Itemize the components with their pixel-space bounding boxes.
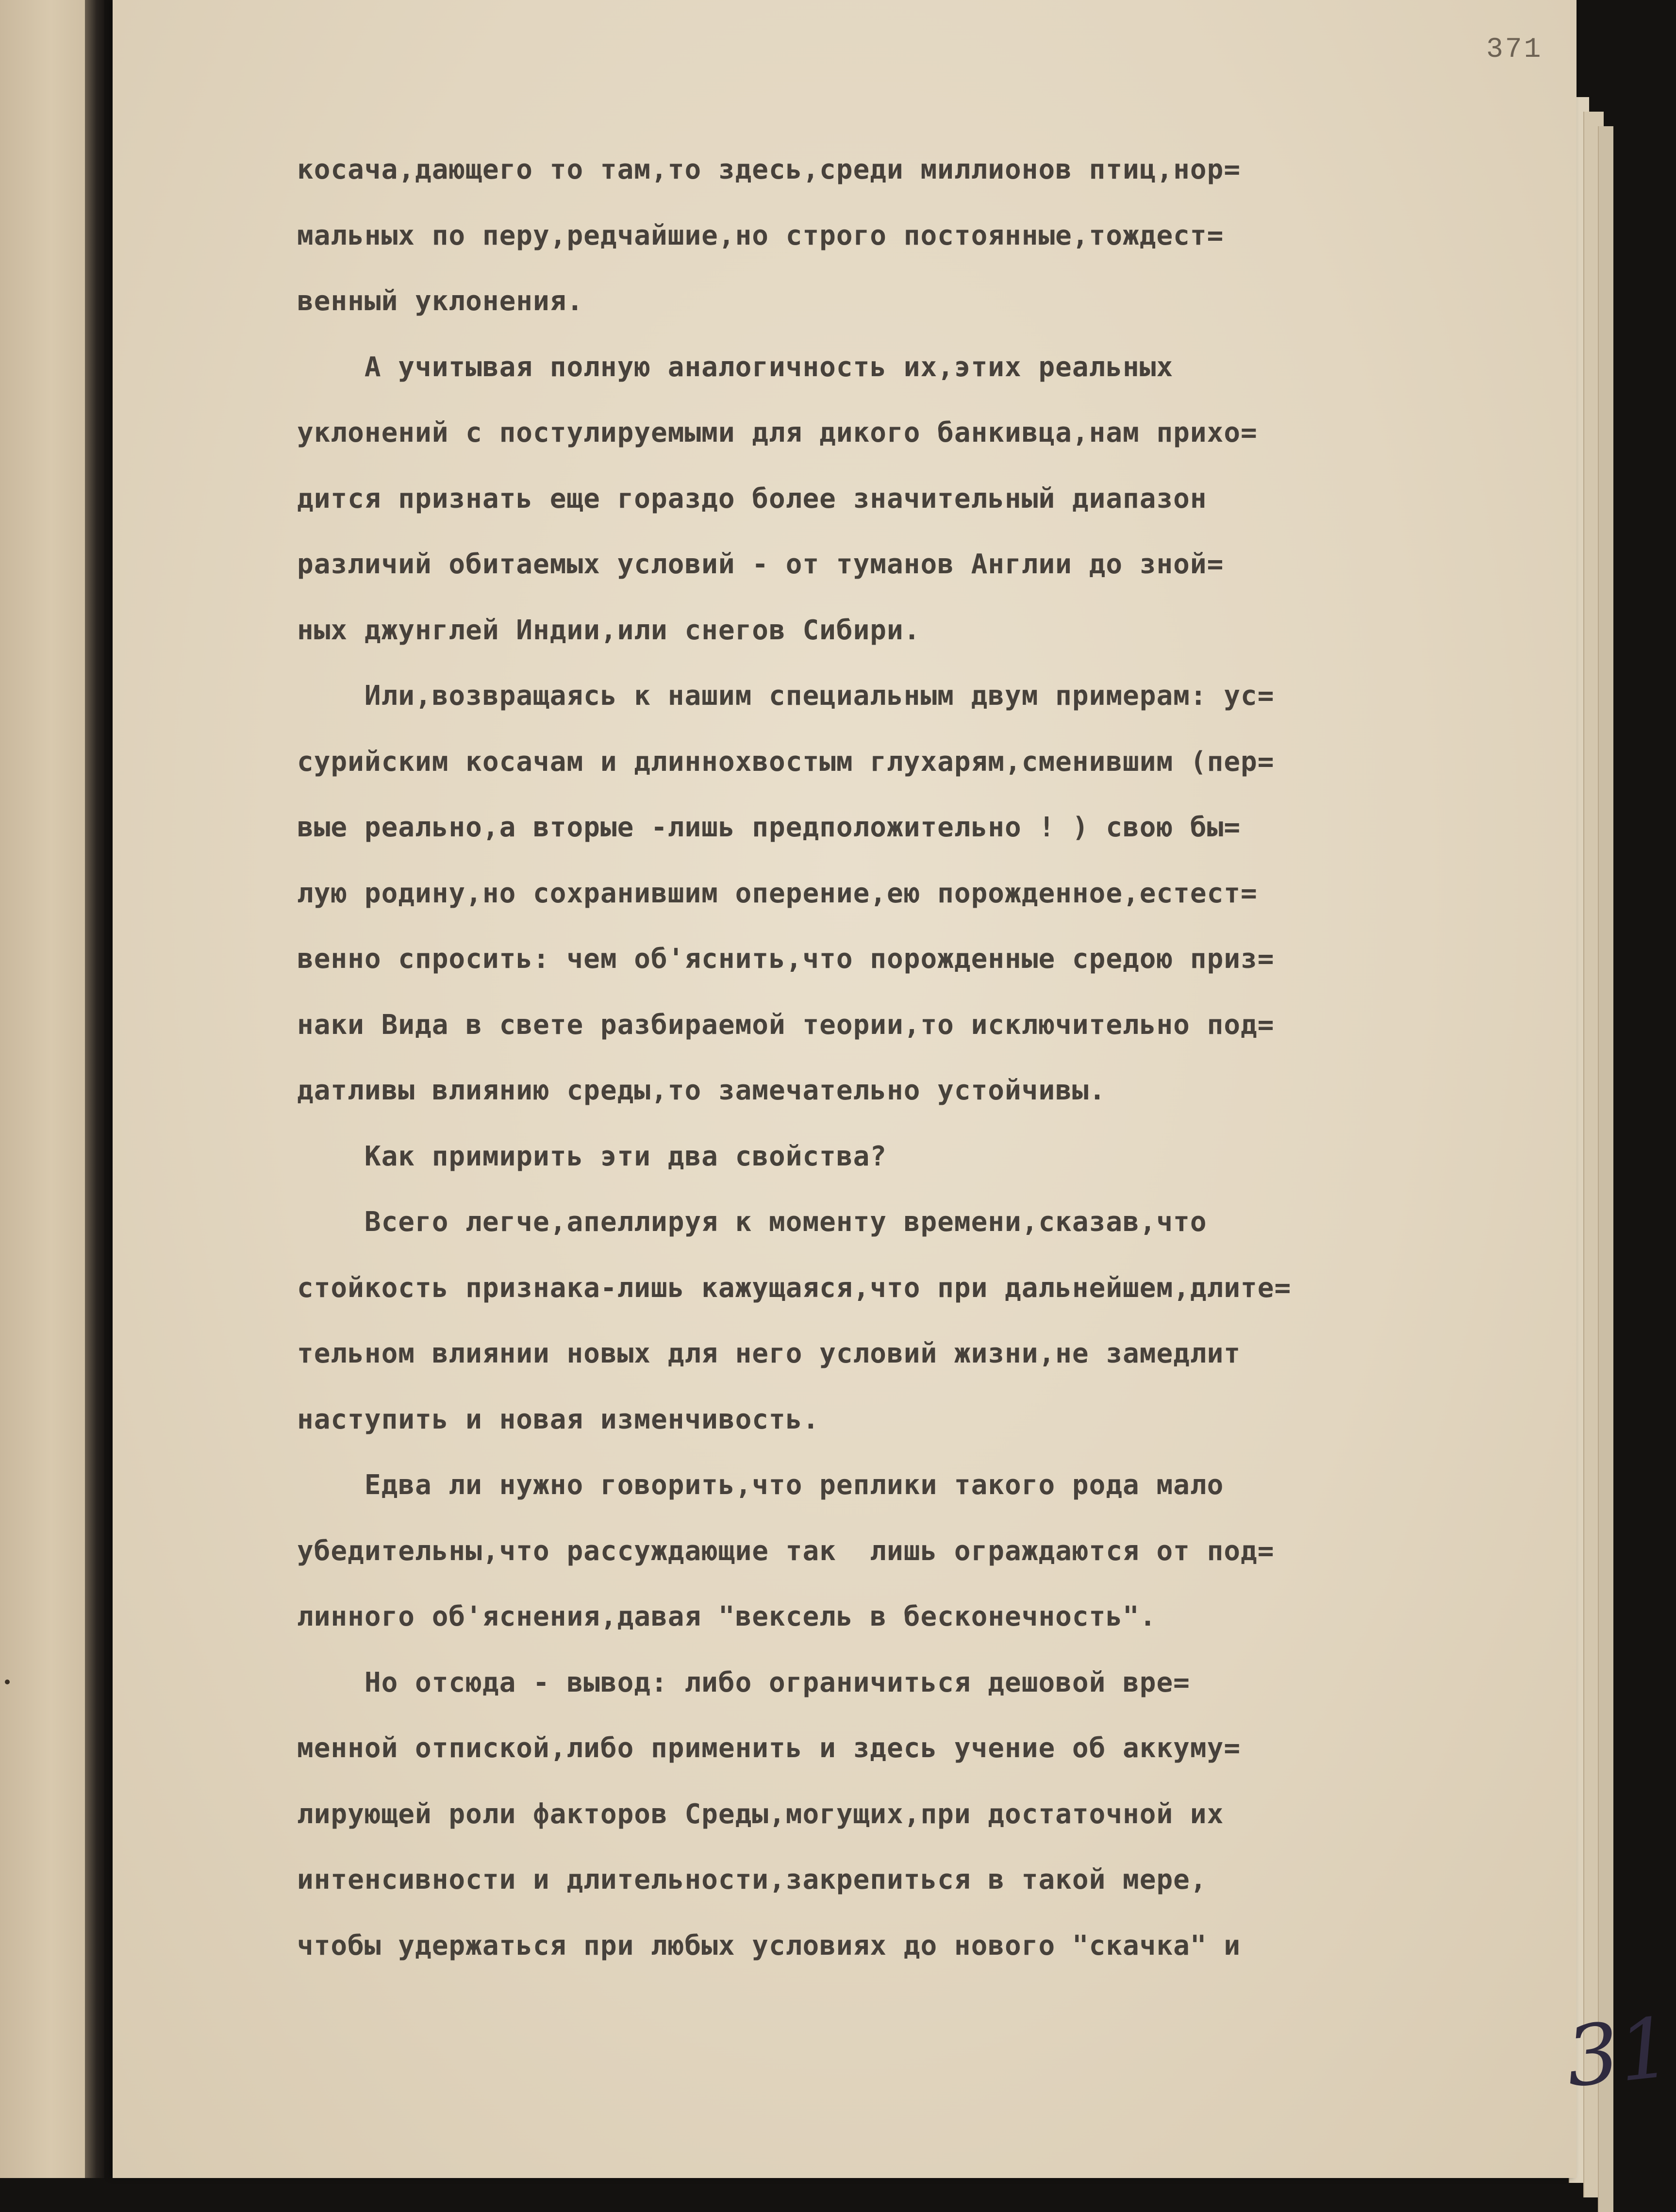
text-line: ных джунглей Индии,или снегов Сибири. [297, 614, 921, 646]
text-line: Как примирить эти два свойства? [297, 1140, 887, 1172]
text-line: уклонений с постулируемыми для дикого банкивца,нам прихо= [297, 417, 1258, 449]
text-line: мальных по перу,редчайшие,но строго постоянные,тождест= [297, 219, 1224, 251]
text-line: стойкость признака-лишь кажущаяся,что при дальнейшем,длите= [297, 1272, 1292, 1304]
text-line: венно спросить: чем об'яснить,что порожденные средою приз= [297, 943, 1275, 975]
text-line: тельном влиянии новых для него условий жизни,не замедлит [297, 1338, 1241, 1369]
text-line: вые реально,а вторые -лишь предположительно ! ) свою бы= [297, 812, 1241, 843]
book-gutter [85, 0, 104, 2178]
ink-spot [5, 1680, 10, 1684]
page-number: 371 [1486, 34, 1543, 66]
text-line: лую родину,но сохранившим оперение,ею порожденное,естест= [297, 877, 1258, 909]
text-line: наки Вида в свете разбираемой теории,то исключительно под= [297, 1009, 1275, 1041]
text-line: убедительны,что рассуждающие так лишь ограждаются от под= [297, 1535, 1275, 1567]
text-line: Всего легче,апеллируя к моменту времени,сказав,что [297, 1206, 1207, 1238]
text-line: наступить и новая изменчивость. [297, 1403, 820, 1435]
text-line: менной отпиской,либо применить и здесь учение об аккуму= [297, 1732, 1241, 1764]
text-line: сурийским косачам и длиннохвостым глухарям,сменившим (пер= [297, 746, 1275, 778]
text-line: линного об'яснения,давая "вексель в бесконечность". [297, 1601, 1157, 1632]
text-line: лирующей роли факторов Среды,могущих,при достаточной их [297, 1798, 1224, 1830]
body-text [297, 137, 1569, 1979]
text-line: Или,возвращаясь к нашим специальным двум примерам: ус= [297, 680, 1275, 712]
text-line: различий обитаемых условий - от туманов Англии до зной= [297, 549, 1224, 580]
text-line: А учитывая полную аналогичность их,этих реальных [297, 351, 1174, 383]
text-line: косача,дающего то там,то здесь,среди миллионов птиц,нор= [297, 154, 1241, 185]
text-line: Едва ли нужно говорить,что реплики такого рода мало [297, 1469, 1224, 1501]
text-line: датливы влиянию среды,то замечательно устойчивы. [297, 1075, 1106, 1106]
text-line: венный уклонения. [297, 285, 584, 317]
previous-page-edge [0, 0, 85, 2178]
text-line: чтобы удержаться при любых условиях до нового "скачка" и [297, 1929, 1241, 1962]
text-line: интенсивности и длительности,закрепиться в такой мере, [297, 1864, 1207, 1896]
page-stack-edge [1598, 126, 1613, 2212]
text-line: Но отсюда - вывод: либо ограничиться дешовой вре= [297, 1666, 1190, 1698]
text-line: дится признать еще гораздо более значительный диапазон [297, 482, 1207, 515]
handwritten-folio-number: 31 [1561, 1999, 1676, 2106]
